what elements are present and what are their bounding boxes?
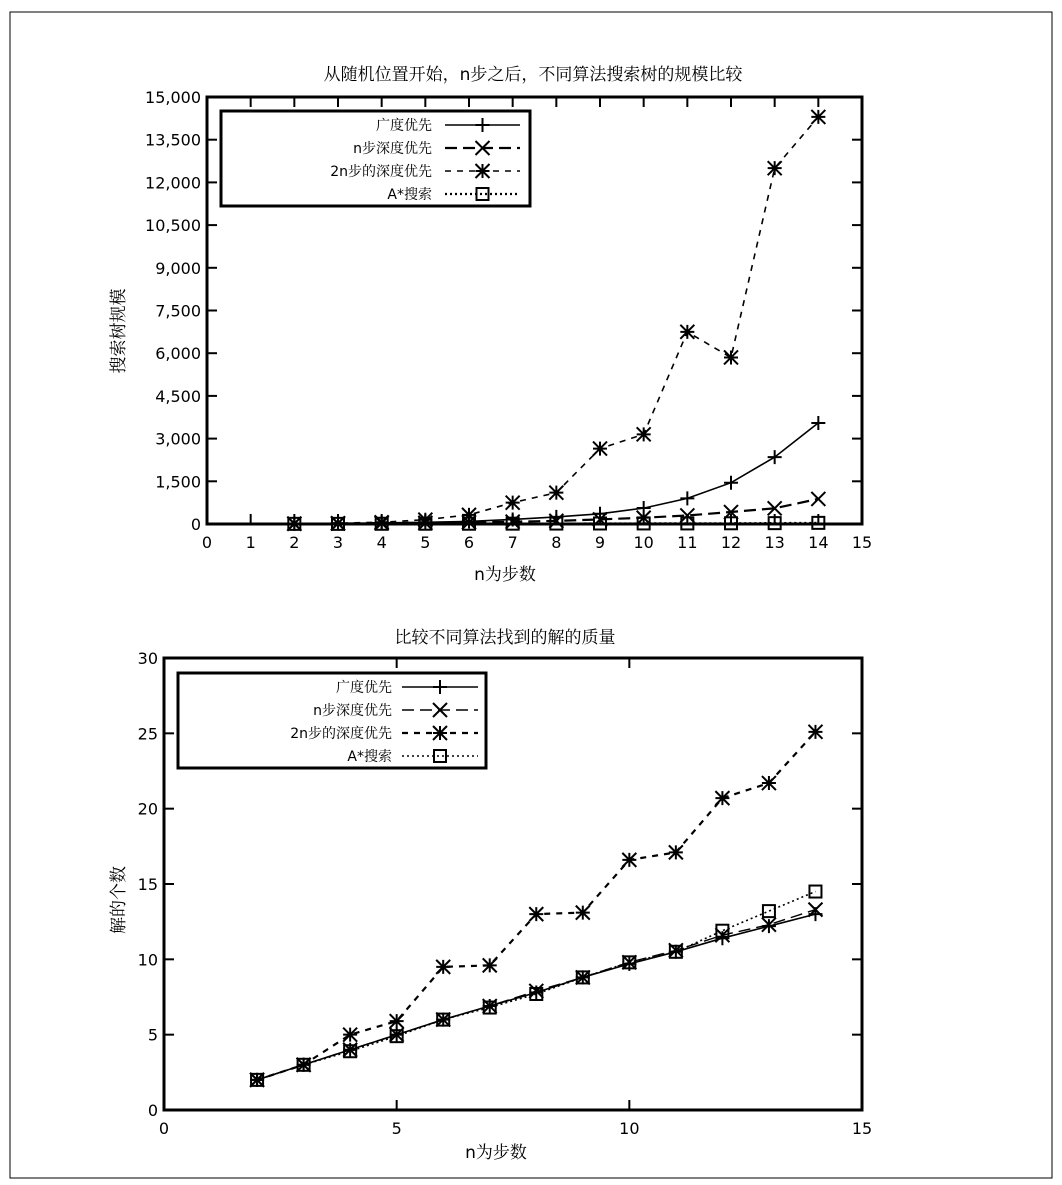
data-point [622, 853, 636, 867]
chart2-legend [178, 673, 486, 768]
data-point [768, 161, 782, 175]
x-tick-label: 6 [463, 533, 475, 552]
data-point [250, 1073, 264, 1087]
x-tick-label: 4 [376, 533, 387, 552]
y-tick-label: 10,500 [145, 216, 201, 236]
chart1-xlabel: n为步数 [474, 565, 536, 585]
y-tick-label: 0 [190, 515, 201, 534]
legend-label: 广度优先 [336, 680, 392, 696]
y-tick-label: 5 [147, 1025, 158, 1045]
data-point [483, 958, 497, 972]
x-tick-label: 10 [619, 1119, 640, 1138]
data-point [637, 427, 651, 441]
x-tick-label: 13 [764, 533, 785, 552]
y-tick-label: 30 [137, 649, 158, 668]
data-point [724, 350, 738, 364]
data-point [576, 906, 590, 920]
legend-label: n步深度优先 [353, 141, 432, 157]
x-tick-label: 15 [851, 533, 873, 552]
y-tick-label: 4,500 [155, 386, 201, 406]
data-point [297, 1058, 311, 1072]
x-tick-label: 5 [391, 1119, 402, 1138]
legend-label: A*搜索 [347, 749, 392, 765]
y-tick-label: 20 [137, 799, 158, 819]
x-tick-label: 7 [507, 533, 518, 552]
x-tick-label: 1 [245, 533, 256, 552]
chart1-title: 从随机位置开始，n步之后，不同算法搜索树的规模比较 [323, 65, 743, 85]
y-tick-label: 13,500 [145, 130, 201, 150]
y-tick-label: 9,000 [155, 258, 201, 278]
chart2-ylabel: 解的个数 [109, 866, 129, 934]
data-point [669, 845, 683, 859]
x-tick-label: 14 [808, 533, 829, 552]
chart1-legend [221, 111, 530, 206]
data-point [436, 960, 450, 974]
legend-label: 2n步的深度优先 [290, 726, 392, 742]
data-point [680, 325, 694, 339]
x-tick-label: 5 [420, 533, 431, 552]
data-point [462, 508, 476, 522]
data-point [593, 442, 607, 456]
x-tick-label: 10 [633, 533, 654, 552]
data-point [549, 486, 563, 500]
data-point [343, 1028, 357, 1042]
x-tick-label: 11 [677, 533, 698, 552]
legend-marker [476, 164, 490, 178]
data-point [506, 496, 520, 510]
data-point [811, 110, 825, 124]
y-tick-label: 15,000 [145, 88, 201, 107]
data-point [715, 791, 729, 805]
x-tick-label: 8 [551, 533, 562, 552]
y-tick-label: 6,000 [155, 344, 201, 364]
data-point [529, 907, 543, 921]
x-tick-label: 12 [720, 533, 742, 552]
legend-marker [433, 726, 447, 740]
data-point [390, 1014, 404, 1028]
data-point [762, 776, 776, 790]
y-tick-label: 10 [137, 950, 158, 970]
legend-label: n步深度优先 [313, 703, 392, 719]
y-tick-label: 0 [147, 1101, 158, 1120]
x-tick-label: 0 [201, 533, 213, 552]
chart2-title: 比较不同算法找到的解的质量 [394, 628, 616, 648]
x-tick-label: 3 [332, 533, 344, 552]
y-tick-label: 3,000 [155, 429, 201, 449]
chart1-ylabel: 搜索树规模 [109, 288, 129, 374]
x-tick-label: 2 [289, 533, 300, 552]
y-tick-label: 1,500 [155, 472, 201, 492]
y-tick-label: 15 [137, 875, 158, 894]
chart2-xlabel: n为步数 [465, 1143, 527, 1163]
y-tick-label: 25 [137, 724, 158, 744]
legend-label: 2n步的深度优先 [330, 164, 432, 180]
y-tick-label: 7,500 [155, 301, 201, 321]
legend-label: 广度优先 [376, 118, 432, 134]
y-tick-label: 12,000 [145, 173, 201, 193]
x-tick-label: 0 [158, 1119, 170, 1138]
legend-label: A*搜索 [387, 187, 432, 203]
x-tick-label: 15 [851, 1119, 873, 1138]
data-point [808, 725, 822, 739]
x-tick-label: 9 [594, 533, 606, 552]
